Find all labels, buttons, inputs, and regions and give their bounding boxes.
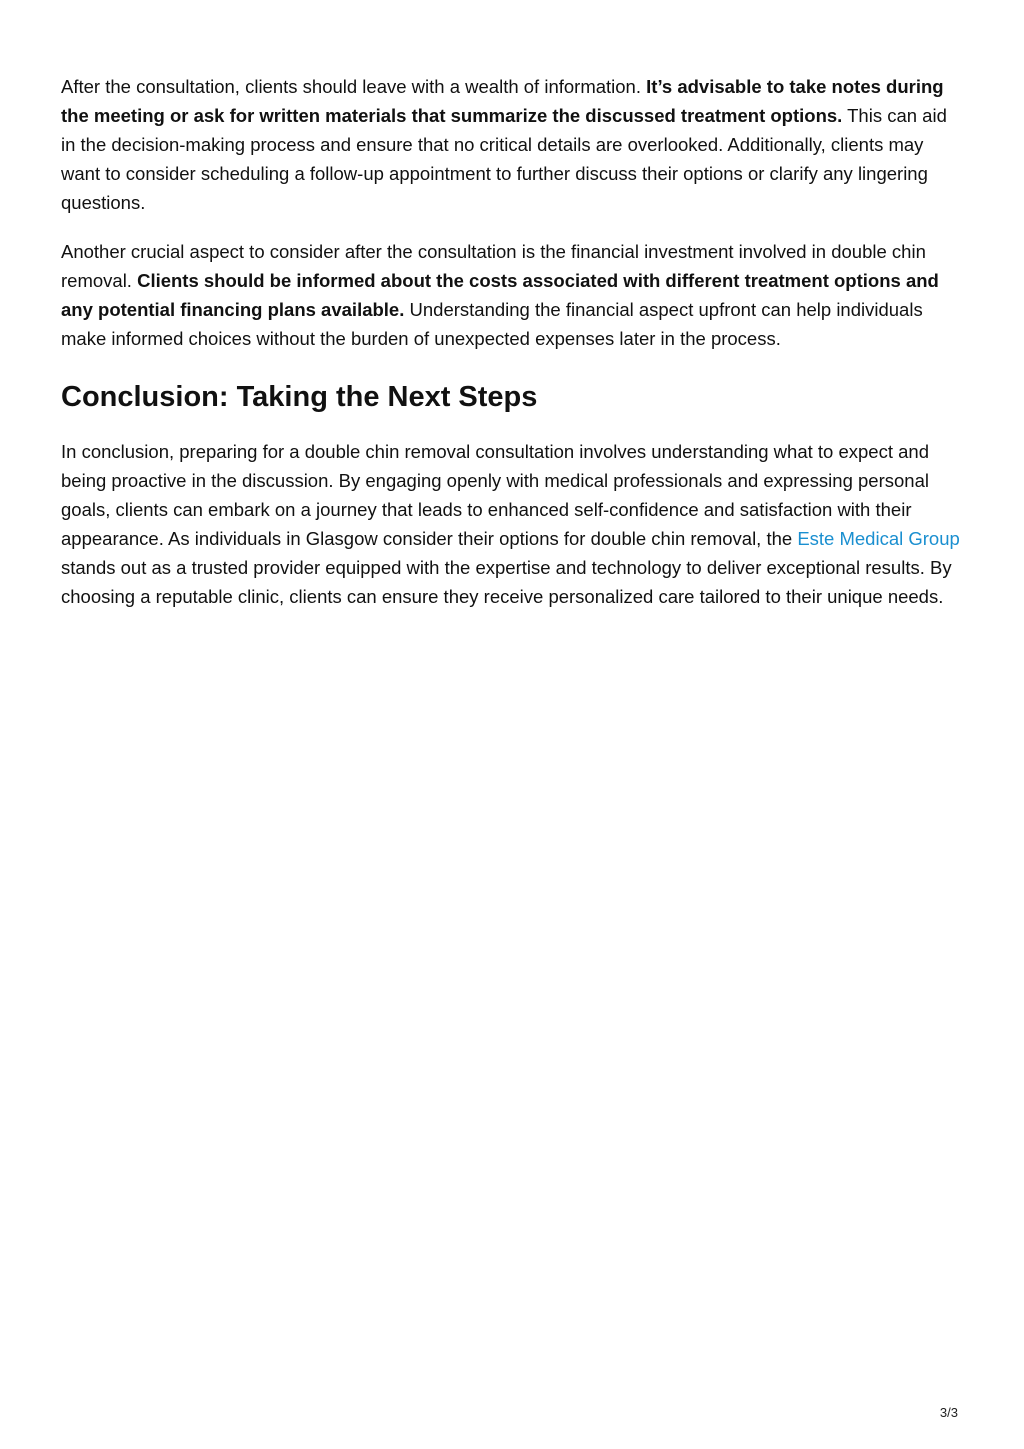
paragraph-text: Understanding the financial aspect upfront can help individuals make informed choices without the burden of unexpected expenses later in the process. <box>61 299 923 349</box>
paragraph-financial-investment <box>61 237 961 353</box>
section-heading: Conclusion: Taking the Next Steps <box>61 381 538 413</box>
paragraph-text: This can aid in the decision-making process and ensure that no critical details are overlooked. Additionally, clients may want to consider scheduling a follow-up appointment to further discuss their options or clarify any lingering questions. <box>61 105 947 213</box>
paragraph-text: stands out as a trusted provider equipped with the expertise and technology to deliver exceptional results. By choosing a reputable clinic, clients can ensure they receive personalized care tailored to their unique needs. <box>61 557 952 607</box>
paragraph-text: Another crucial aspect to consider after the consultation is the financial investment involved in double chin removal. <box>61 241 926 291</box>
paragraph-consultation-notes <box>61 72 961 217</box>
paragraph-bold-text: Clients should be informed about the costs associated with different treatment options and any potential financing plans available. <box>61 270 939 320</box>
page-number: 3/3 <box>939 1405 958 1420</box>
paragraph-text: In conclusion, preparing for a double chin removal consultation involves understanding what to expect and being proactive in the discussion. By engaging openly with medical professionals and expressing personal goals, clients can embark on a journey that leads to enhanced self-confidence and satisfaction with their appearance. As individuals in Glasgow consider their options for double chin removal, the <box>61 441 929 549</box>
paragraph-conclusion <box>61 437 961 611</box>
paragraph-text: After the consultation, clients should leave with a wealth of information. <box>61 76 647 97</box>
document-page <box>61 72 961 611</box>
este-medical-group-link[interactable]: Este Medical Group <box>797 528 960 549</box>
paragraph-bold-text: It’s advisable to take notes during the meeting or ask for written materials that summarize the discussed treatment options. <box>61 76 944 126</box>
